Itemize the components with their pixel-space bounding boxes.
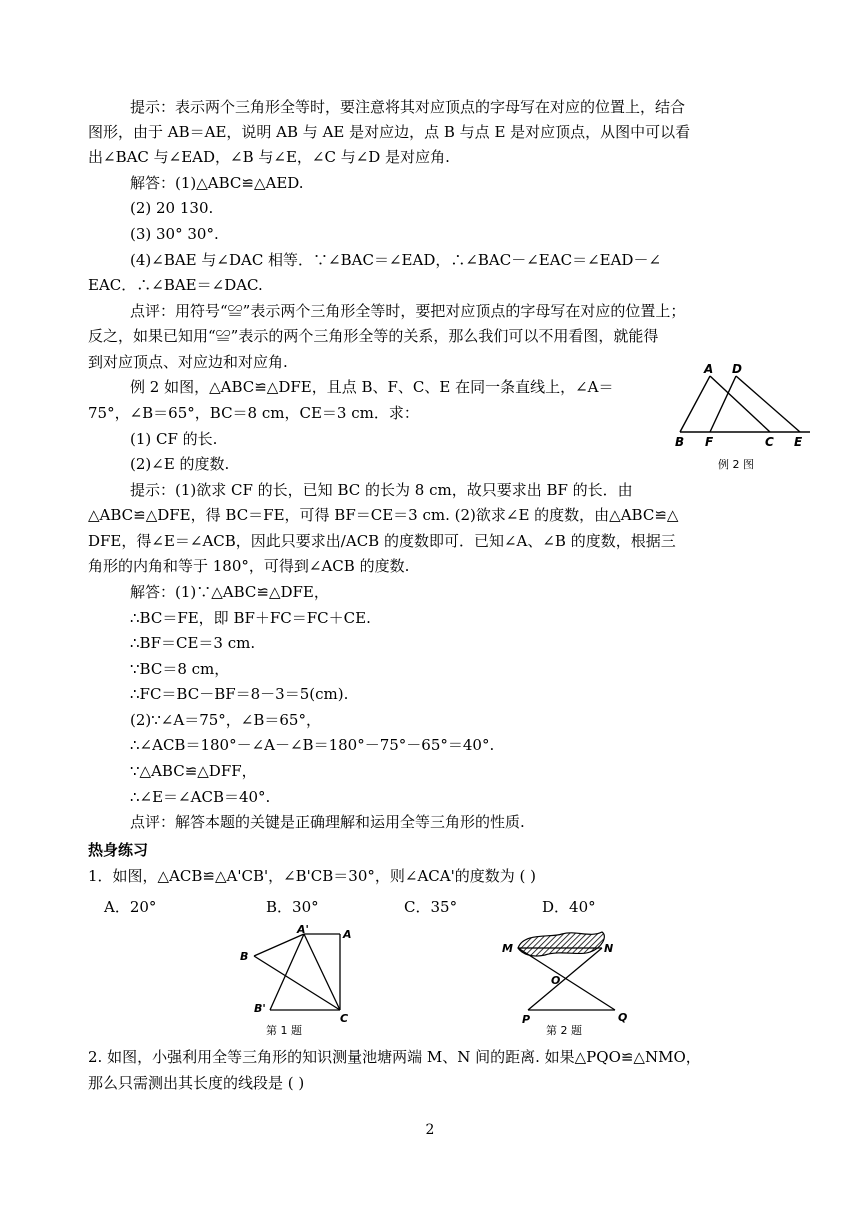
text-line: 例 2 如图，△ABC≌△DFE，且点 B、F、C、E 在同一条直线上，∠A＝ [130,378,614,396]
label-E: E [794,435,803,449]
text-line: ∴BC＝FE，即 BF＋FC＝FC＋CE. [130,609,371,627]
label-M: M [502,942,513,955]
q1-option-a: A．20° [104,898,157,916]
label-N: N [604,942,614,955]
text-line: 75°，∠B＝65°，BC＝8 cm，CE＝3 cm．求： [88,404,419,422]
label-A: A [343,928,352,941]
label-C: C [340,1012,349,1025]
figure-caption: 第 1 题 [266,1024,302,1037]
text-line: (2)∠E 的度数. [130,455,230,473]
text-line: (4)∠BAE 与∠DAC 相等．∵∠BAC＝∠EAD，∴∠BAC－∠EAC＝∠EAD－∠ [130,251,662,269]
figure-caption: 第 2 题 [546,1024,582,1037]
text-line: 点评：解答本题的关键是正确理解和运用全等三角形的性质. [130,813,525,831]
text-line: ∴FC＝BC－BF＝8－3＝5(cm). [130,685,349,703]
q1-option-d: D．40° [542,898,596,916]
figure-caption: 例 2 图 [718,458,754,471]
label-C: C [765,435,774,449]
text-line: ∴BF＝CE＝3 cm. [130,634,256,652]
label-Q: Q [618,1011,628,1024]
text-line: 角形的内角和等于 180°，可得到∠ACB 的度数. [88,557,410,575]
pond-shape [518,932,604,956]
label-O: O [551,974,561,987]
text-line: ∴∠E＝∠ACB＝40°. [130,788,271,806]
text-line: (2)∵∠A＝75°，∠B＝65°， [130,711,321,729]
text-line: 到对应顶点、对应边和对应角. [88,353,288,371]
text-line: 提示：(1)欲求 CF 的长，已知 BC 的长为 8 cm，故只要求出 BF 的长．由 [130,481,633,499]
text-line: 解答：(1)∵△ABC≌△DFE， [130,583,329,601]
text-line: 反之，如果已知用“≌”表示的两个三角形全等的关系，那么我们可以不用看图，就能得 [88,327,659,345]
text-line: 出∠BAC 与∠EAD，∠B 与∠E，∠C 与∠D 是对应角. [88,148,450,166]
page-number: 2 [425,1122,435,1138]
question-2-line-2: 那么只需测出其长度的线段是 ( ) [88,1074,305,1092]
example-2-figure [670,362,820,474]
label-P: P [522,1013,531,1026]
label-F: F [705,435,714,449]
text-line: DFE，得∠E＝∠ACB，因此只要求出/ACB 的度数即可．已知∠A、∠B 的度数，根据三 [88,532,676,550]
text-line: ∵BC＝8 cm， [130,660,230,678]
label-A-prime: A' [297,923,309,936]
text-line: 图形，由于 AB＝AE，说明 AB 与 AE 是对应边，点 B 与点 E 是对应顶点，从图中可以看 [88,123,691,141]
label-B: B [240,950,249,963]
question-2-figure [490,922,645,1040]
text-line: (1) CF 的长. [130,430,218,448]
text-line: ∵△ABC≌△DFF， [130,762,257,780]
label-B-prime: B' [254,1002,266,1015]
q1-option-b: B．30° [266,898,319,916]
text-line: (3) 30° 30°. [130,225,219,243]
question-1-stem: 1．如图，△ACB≌△A'CB'，∠B'CB＝30°，则∠ACA'的度数为 ( ) [88,867,536,885]
text-line: ∴∠ACB＝180°－∠A－∠B＝180°－75°－65°＝40°. [130,736,495,754]
label-A: A [704,362,714,376]
label-B: B [675,435,685,449]
text-line: 点评：用符号“≌”表示两个三角形全等时，要把对应顶点的字母写在对应的位置上； [130,302,686,320]
text-line: △ABC≌△DFE，得 BC＝FE，可得 BF＝CE＝3 cm. (2)欲求∠E 的度数，由△ABC≌△ [88,506,679,524]
label-D: D [732,362,742,376]
question-1-figure [222,922,362,1040]
section-title: 热身练习 [88,841,149,859]
text-line: (2) 20 130. [130,199,214,217]
q1-option-c: C．35° [404,898,458,916]
question-2-line-1: 2. 如图，小强利用全等三角形的知识测量池塘两端 M、N 间的距离. 如果△PQO≌△NMO， [88,1048,701,1066]
text-line: 解答：(1)△ABC≌△AED. [130,174,304,192]
text-line: EAC．∴∠BAE＝∠DAC. [88,276,263,294]
text-line: 提示：表示两个三角形全等时，要注意将其对应顶点的字母写在对应的位置上，结合 [130,98,686,116]
